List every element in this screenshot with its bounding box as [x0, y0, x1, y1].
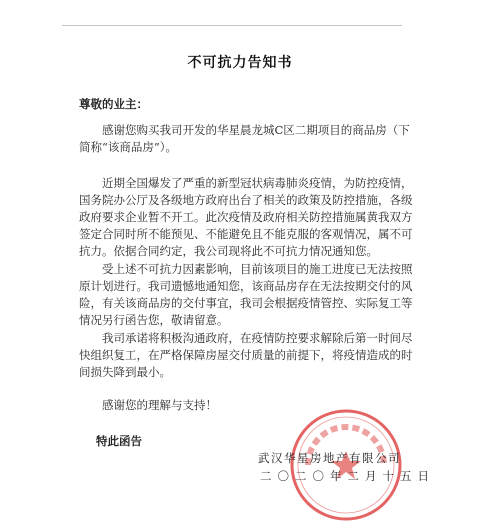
- company-name: 武汉华星房地产有限公司: [258, 451, 401, 465]
- salutation: 尊敬的业主：: [79, 97, 148, 111]
- closing-note: 特此函告: [96, 434, 142, 448]
- header-rule: [62, 25, 402, 26]
- paragraph-thanks: 感谢您的理解与支持！: [102, 398, 217, 412]
- issue-date: 二〇二〇年二月十五日: [260, 469, 435, 483]
- paragraph-epidemic-force-majeure: 近期全国爆发了严重的新型冠状病毒肺炎疫情，为防控疫情，国务院办公厅及各级地方政府出台了相关的政策及防控措施，各级政府要求企业暂不开工。此次疫情及政府相关防控措施属黄我双方签定合同时所不能预见、不能避免且不能克服的客观情况，属不可抗力。依据合同约定，我公司现将此不可抗力情况通知您。: [79, 176, 413, 258]
- paragraph-delivery-risk: 受上述不可抗力因素影响，目前该项目的施工进度已无法按照原计划进行。我司遗憾地通知您，该商品房存在无法按期交付的风险，有关该商品房的交付事宜，我司会根据疫情管控、实际复工等情况另行函告您，敬请留意。: [79, 262, 413, 327]
- paragraph-purchase-thanks: 感谢您购买我司开发的华星晨龙城C区二期项目的商品房（下简称“该商品房”）。: [79, 123, 410, 154]
- document-title: 不可抗力告知书: [187, 55, 293, 71]
- paragraph-resume-commitment: 我司承诺将积极沟通政府，在疫情防控要求解除后第一时间尽快组织复工，在严格保障房屋交付质量的前提下，将疫情造成的时间损失降到最小。: [79, 331, 413, 379]
